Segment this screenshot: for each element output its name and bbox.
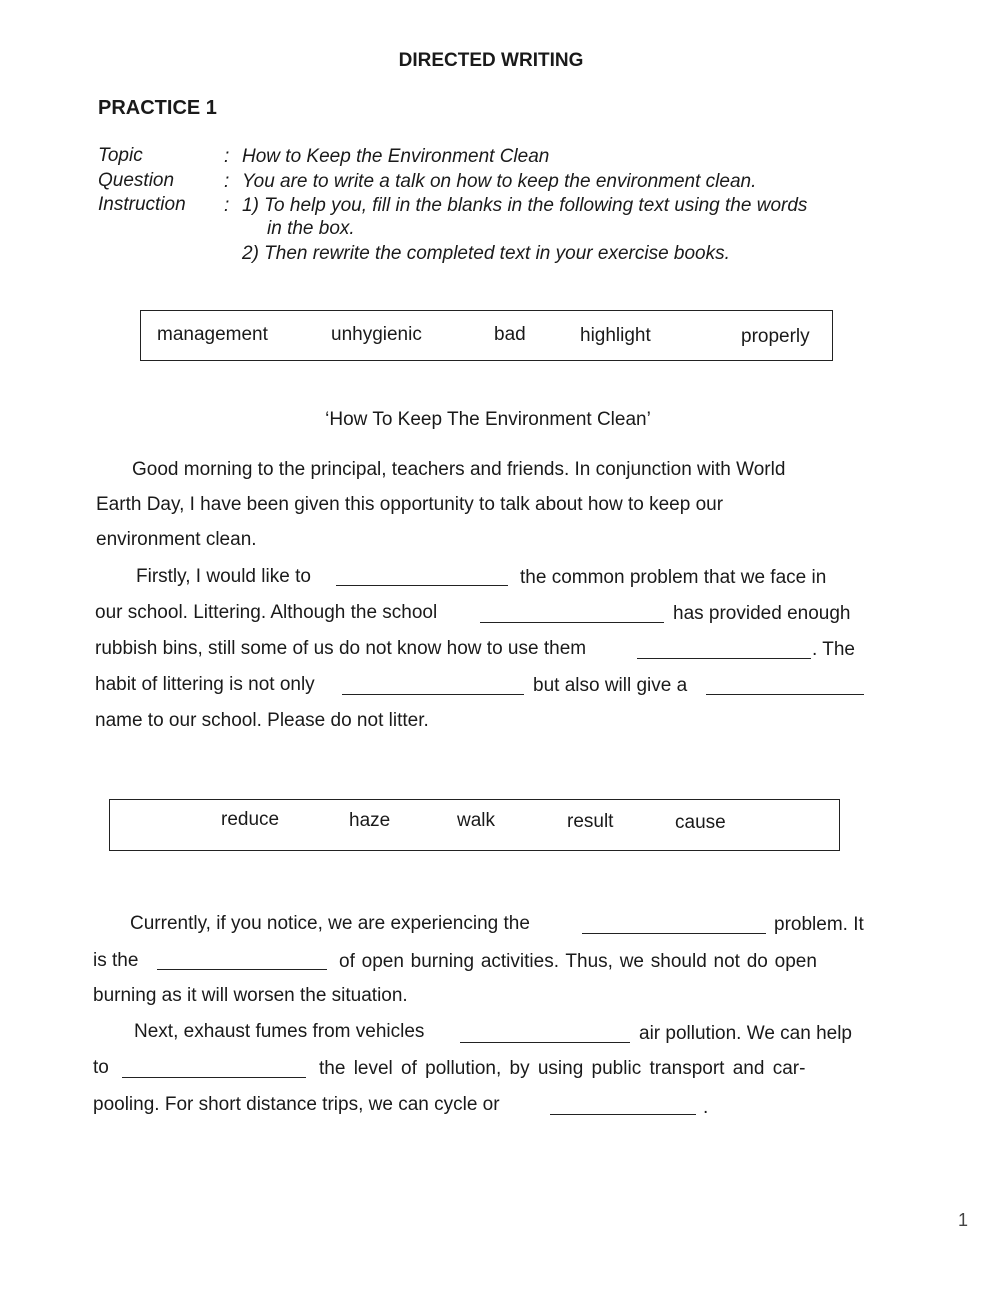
- para2-line5: name to our school. Please do not litter.: [95, 710, 429, 731]
- question-label: Question: [98, 170, 175, 191]
- instruction-label: Instruction: [98, 194, 186, 215]
- practice-heading: PRACTICE 1: [98, 97, 217, 119]
- instruction-colon: :: [224, 195, 230, 216]
- blank-1[interactable]: [336, 585, 508, 586]
- blank-5[interactable]: [706, 694, 864, 695]
- para4-line1a: Next, exhaust fumes from vehicles: [134, 1021, 425, 1042]
- para3-line1b: problem. It: [774, 914, 864, 935]
- word-box-item: bad: [494, 324, 526, 345]
- blank-9[interactable]: [122, 1077, 306, 1078]
- para4-line1b: air pollution. We can help: [639, 1023, 852, 1044]
- word-box-item: properly: [741, 326, 810, 347]
- para3-line2a: is the: [93, 950, 139, 971]
- topic-label: Topic: [98, 145, 143, 166]
- instruction-1: 1) To help you, fill in the blanks in the following text using the words: [242, 195, 808, 216]
- topic-colon: :: [224, 146, 230, 167]
- topic-value: How to Keep the Environment Clean: [242, 146, 550, 167]
- question-value: You are to write a talk on how to keep the environment clean.: [242, 171, 757, 192]
- blank-3[interactable]: [637, 658, 811, 659]
- word-box-item: result: [567, 811, 614, 832]
- para3-line3: burning as it will worsen the situation.: [93, 985, 408, 1006]
- blank-4[interactable]: [342, 694, 524, 695]
- para2-line2b: has provided enough: [673, 603, 851, 624]
- word-box-item: reduce: [221, 809, 280, 830]
- word-box-item: cause: [675, 812, 726, 833]
- word-box-item: management: [157, 324, 268, 345]
- para2-line4a: habit of littering is not only: [95, 674, 315, 695]
- word-box-item: walk: [457, 810, 496, 831]
- blank-10[interactable]: [550, 1114, 696, 1115]
- blank-7[interactable]: [157, 969, 327, 970]
- para4-line3b: .: [703, 1097, 709, 1118]
- para2-line1b: the common problem that we face in: [520, 567, 827, 588]
- word-box-item: highlight: [580, 325, 651, 346]
- page-number: 1: [958, 1210, 969, 1230]
- para2-line3a: rubbish bins, still some of us do not know how to use them: [95, 638, 587, 659]
- word-box-item: unhygienic: [331, 324, 422, 345]
- question-colon: :: [224, 171, 230, 192]
- para1-line1: Good morning to the principal, teachers and friends. In conjunction with World: [132, 459, 786, 480]
- page-title: DIRECTED WRITING: [398, 50, 584, 71]
- para1-line2: Earth Day, I have been given this opportunity to talk about how to keep our: [96, 494, 724, 515]
- blank-6[interactable]: [582, 933, 766, 934]
- instruction-1-cont: in the box.: [267, 218, 355, 239]
- para2-line3b: . The: [812, 639, 855, 660]
- para4-line2a: to: [93, 1057, 109, 1078]
- para4-line3a: pooling. For short distance trips, we can cycle or: [93, 1094, 500, 1115]
- para4-line2b: the level of pollution, by using public transport and car-: [319, 1058, 806, 1079]
- talk-title: ‘How To Keep The Environment Clean’: [325, 409, 651, 430]
- blank-8[interactable]: [460, 1042, 630, 1043]
- para2-line2a: our school. Littering. Although the school: [95, 602, 438, 623]
- blank-2[interactable]: [480, 622, 664, 623]
- word-box-item: haze: [349, 810, 391, 831]
- para2-line4b: but also will give a: [533, 675, 688, 696]
- para3-line1a: Currently, if you notice, we are experiencing the: [130, 913, 530, 934]
- instruction-2: 2) Then rewrite the completed text in your exercise books.: [242, 243, 730, 264]
- para2-line1a: Firstly, I would like to: [136, 566, 311, 587]
- para1-line3: environment clean.: [96, 529, 257, 550]
- para3-line2b: of open burning activities. Thus, we should not do open: [339, 951, 817, 972]
